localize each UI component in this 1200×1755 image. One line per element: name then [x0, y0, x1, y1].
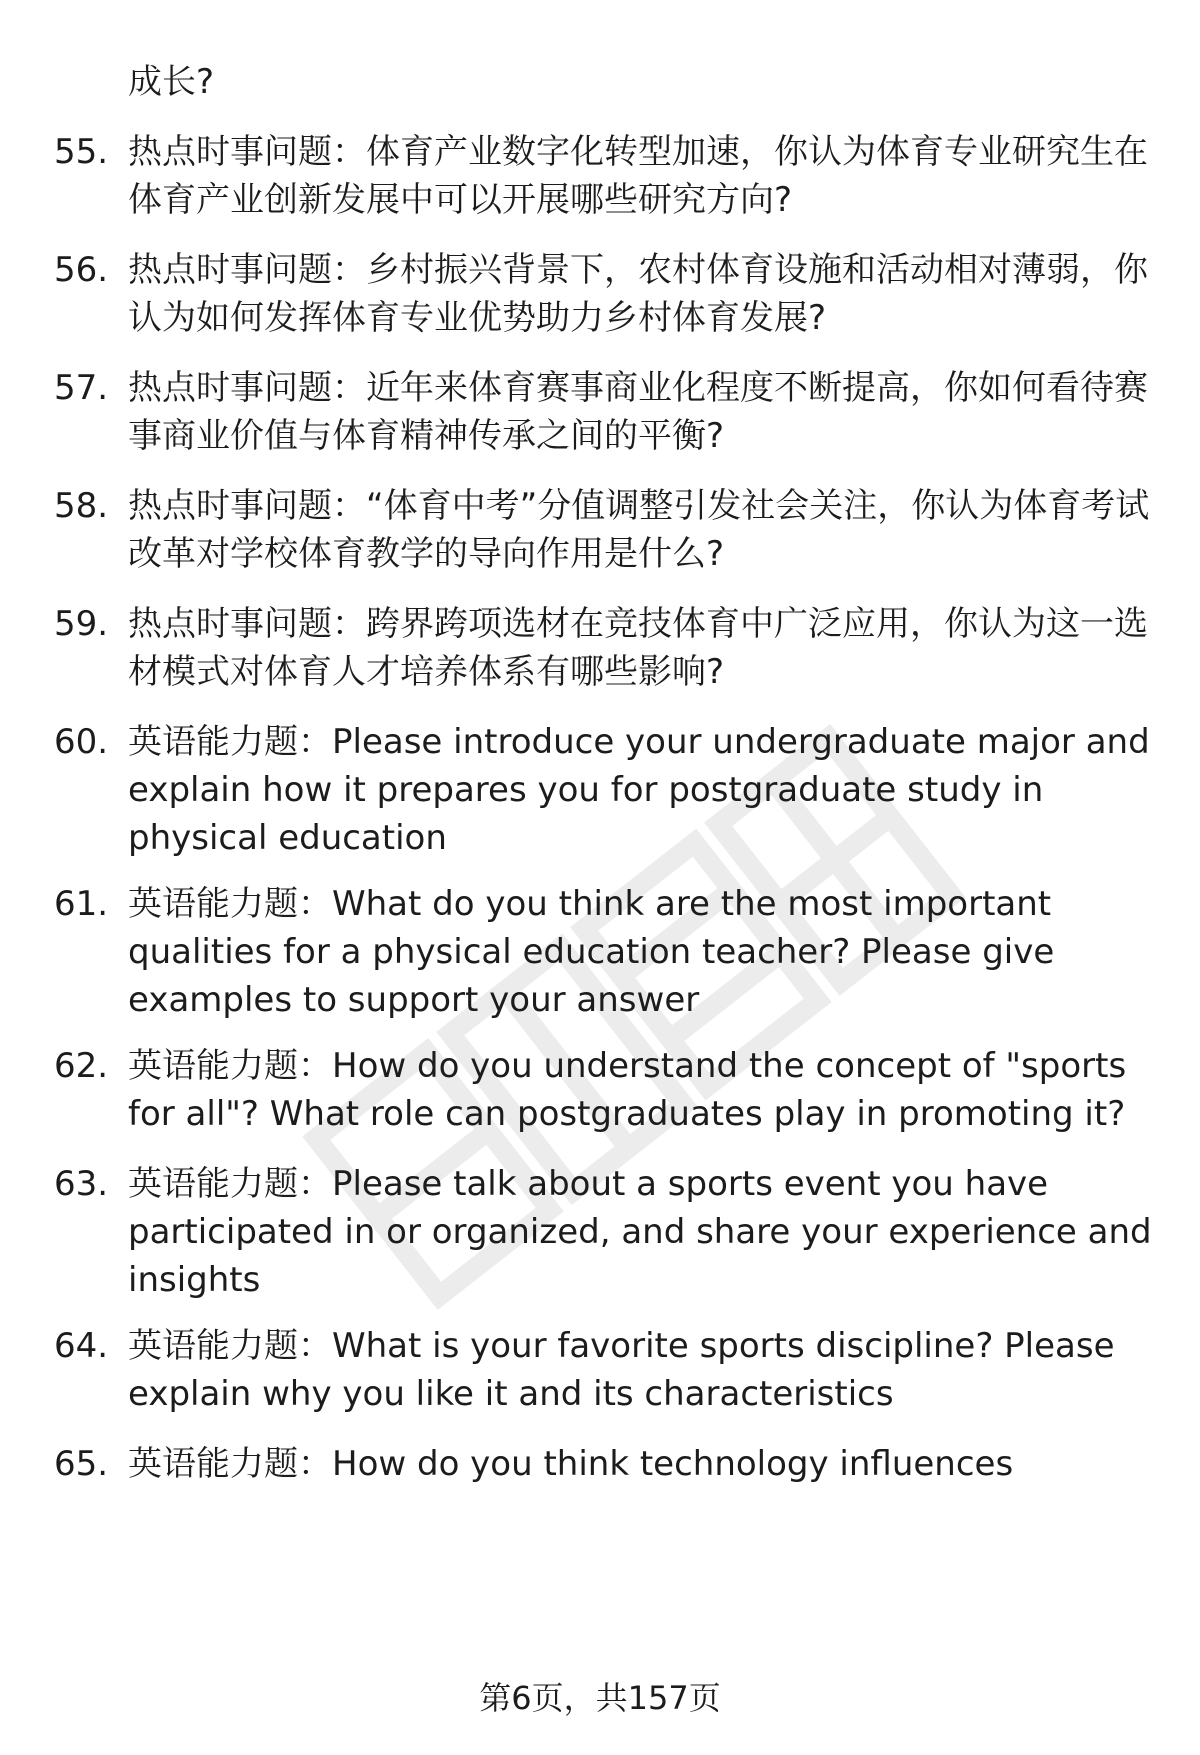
question-text: 热点时事问题：体育产业数字化转型加速，你认为体育专业研究生在体育产业创新发展中可以开展哪些研究方向? [128, 132, 1148, 220]
question-text: 英语能力题：How do you think technology influences [128, 1444, 1014, 1484]
question-number: 61. [54, 884, 109, 924]
question-number: 62. [54, 1046, 109, 1086]
question-text: 英语能力题：Please talk about a sports event you have participated in or organized, and share your experience and insights [128, 1164, 1152, 1300]
question-number: 57. [54, 368, 109, 408]
question-text: 热点时事问题：乡村振兴背景下，农村体育设施和活动相对薄弱，你认为如何发挥体育专业优势助力乡村体育发展? [128, 250, 1148, 338]
page-footer: 第6页，共157页 [479, 1679, 721, 1717]
question-text: 英语能力题：What is your favorite sports discipline? Please explain why you like it and its characteristics [128, 1326, 1115, 1414]
question-text: 英语能力题：How do you understand the concept of "sports for all"? What role can postgraduates play in promoting it? [128, 1046, 1127, 1134]
question-text: 热点时事问题：跨界跨项选材在竞技体育中广泛应用，你认为这一选材模式对体育人才培养体系有哪些影响? [128, 604, 1148, 692]
question-text: 英语能力题：What do you think are the most important qualities for a physical education teacher? Please give examples to support your answer [128, 884, 1055, 1020]
question-text: 热点时事问题：“体育中考”分值调整引发社会关注，你认为体育考试改革对学校体育教学的导向作用是什么? [128, 486, 1150, 574]
question-number: 55. [54, 132, 109, 172]
question-text: 热点时事问题：近年来体育赛事商业化程度不断提高，你如何看待赛事商业价值与体育精神传承之间的平衡? [128, 368, 1148, 456]
question-number: 56. [54, 250, 109, 290]
question-number: 65. [54, 1444, 109, 1484]
question-number: 63. [54, 1164, 109, 1204]
question-number: 64. [54, 1326, 109, 1366]
question-number: 59. [54, 604, 109, 644]
question-number: 58. [54, 486, 109, 526]
continuation-text: 成长? [128, 62, 215, 102]
question-text: 英语能力题：Please introduce your undergraduate major and explain how it prepares you for postgraduate study in physical education [128, 722, 1150, 858]
question-number: 60. [54, 722, 109, 762]
